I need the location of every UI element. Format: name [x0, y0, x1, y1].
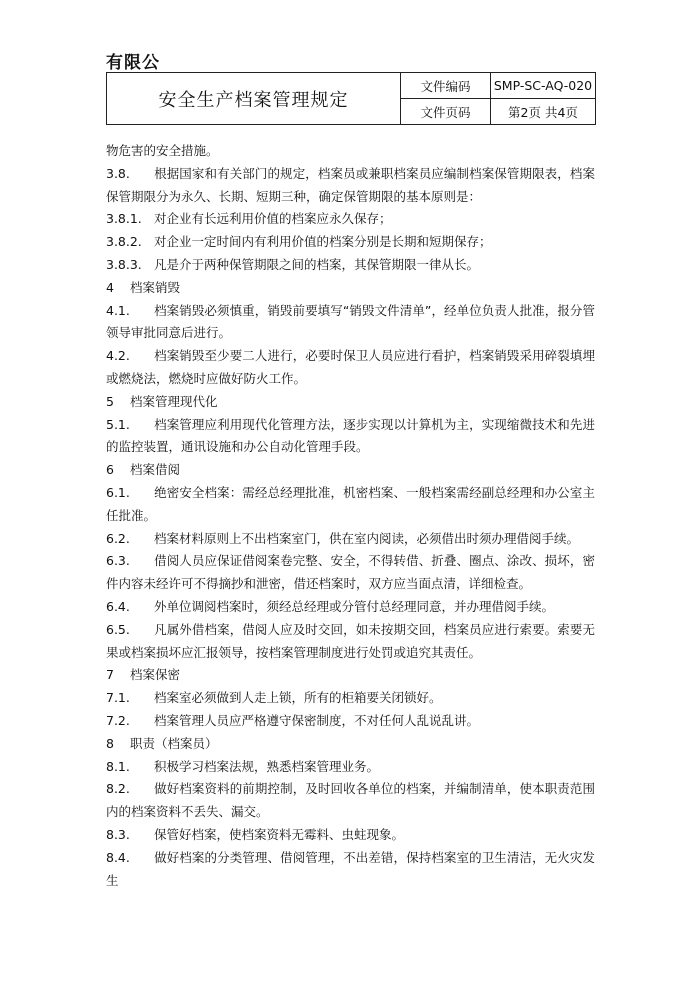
- section-number: 7: [106, 667, 114, 683]
- paragraph-number: 6.1.: [106, 484, 130, 500]
- paragraph: [106, 231, 595, 254]
- paragraph-number: 8.4.: [106, 849, 130, 865]
- section-heading: [106, 664, 595, 687]
- paragraph: [106, 619, 595, 665]
- document-body: [106, 140, 595, 892]
- paragraph-text: 对企业一定时间内有利用价值的档案分别是长期和短期保存；: [154, 234, 492, 250]
- section-title: 档案保密: [130, 667, 181, 683]
- paragraph-number: 3.8.2.: [106, 234, 142, 250]
- section-heading: [106, 733, 595, 756]
- paragraph-text: 档案管理应利用现代化管理方法，逐步实现以计算机为主，实现缩微技术和先进的监控装置，通讯设施和办公自动化管理手段。: [106, 416, 595, 455]
- paragraph-text: 绝密安全档案：需经总经理批准，机密档案、一般档案需经副总经理和办公室主任批准。: [106, 484, 595, 523]
- paragraph-text: 档案销毁必须慎重，销毁前要填写“销毁文件清单”，经单位负责人批准，报分管领导审批同意后进行。: [106, 302, 595, 341]
- paragraph-text: 档案室必须做到人走上锁，所有的柜箱要关闭锁好。: [154, 690, 442, 706]
- section-heading: [106, 391, 595, 414]
- paragraph-text: 对企业有长远利用价值的档案应永久保存；: [154, 211, 392, 227]
- section-heading: [106, 277, 595, 300]
- paragraph-text: 做好档案资料的前期控制，及时回收各单位的档案，并编制清单，使本职责范围内的档案资料不丢失、漏交。: [106, 781, 595, 820]
- paragraph-number: 8.1.: [106, 758, 130, 774]
- paragraph: [106, 847, 595, 893]
- section-title: 档案销毁: [130, 279, 181, 295]
- paragraph: [106, 756, 595, 779]
- paragraph-number: 3.8.1.: [106, 211, 142, 227]
- paragraph: [106, 345, 595, 391]
- paragraph: [106, 254, 595, 277]
- section-number: 5: [106, 393, 114, 409]
- file-page-label: 文件页码: [401, 99, 491, 125]
- section-number: 8: [106, 735, 114, 751]
- section-number: 4: [106, 279, 114, 295]
- document-header-table: [106, 72, 596, 125]
- paragraph-text: 凡是介于两种保管期限之间的档案，其保管期限一律从长。: [154, 256, 480, 272]
- paragraph-text: 做好档案的分类管理、借阅管理，不出差错，保持档案室的卫生清洁，无火灾发生: [106, 849, 595, 888]
- file-code-value: SMP-SC-AQ-020: [491, 73, 596, 99]
- paragraph-number: 7.1.: [106, 690, 130, 706]
- section-title: 职责（档案员）: [130, 735, 218, 751]
- paragraph-text: 档案销毁至少要二人进行，必要时保卫人员应进行看护，档案销毁采用碎裂填埋或燃烧法，燃烧时应做好防火工作。: [106, 348, 595, 386]
- paragraph: [106, 208, 595, 231]
- paragraph: [106, 550, 595, 596]
- file-code-label: 文件编码: [401, 73, 491, 99]
- paragraph-number: 3.8.: [106, 165, 130, 181]
- section-number: 6: [106, 462, 114, 478]
- paragraph: [106, 140, 595, 163]
- paragraph-text: 物危害的安全措施。: [106, 143, 219, 158]
- paragraph-text: 凡属外借档案，借阅人应及时交回，如未按期交回，档案员应进行索要。索要无果或档案损坏应汇报领导，按档案管理制度进行处罚或追究其责任。: [106, 621, 595, 660]
- paragraph-text: 档案材料原则上不出档案室门，供在室内阅读，必须借出时须办理借阅手续。: [154, 530, 580, 546]
- paragraph: [106, 824, 595, 847]
- paragraph-number: 6.3.: [106, 553, 130, 569]
- paragraph: [106, 528, 595, 551]
- section-title: 档案借阅: [130, 462, 181, 478]
- paragraph: [106, 687, 595, 710]
- paragraph-number: 7.2.: [106, 712, 130, 728]
- paragraph: [106, 778, 595, 824]
- paragraph-text: 借阅人员应保证借阅案卷完整、安全，不得转借、折叠、圈点、涂改、损坏，密件内容未经许可不得摘抄和泄密，借还档案时，双方应当面点清，详细检查。: [106, 553, 595, 592]
- paragraph-text: 外单位调阅档案时，须经总经理或分管付总经理同意，并办理借阅手续。: [154, 598, 555, 614]
- paragraph-text: 根据国家和有关部门的规定，档案员或兼职档案员应编制档案保管期限表，档案保管期限分为永久、长期、短期三种，确定保管期限的基本原则是：: [106, 165, 595, 204]
- paragraph-number: 4.2.: [106, 348, 130, 364]
- paragraph: [106, 710, 595, 733]
- paragraph: [106, 482, 595, 528]
- paragraph-text: 积极学习档案法规，熟悉档案管理业务。: [154, 758, 380, 774]
- paragraph-number: 6.5.: [106, 621, 130, 637]
- paragraph-number: 5.1.: [106, 416, 130, 432]
- paragraph: [106, 300, 595, 346]
- paragraph: [106, 163, 595, 209]
- paragraph-number: 3.8.3.: [106, 256, 142, 272]
- company-name: 有限公: [106, 53, 160, 73]
- paragraph-number: 8.3.: [106, 826, 130, 842]
- paragraph-text: 档案管理人员应严格遵守保密制度，不对任何人乱说乱讲。: [154, 712, 480, 728]
- paragraph-text: 保管好档案，使档案资料无霉料、虫蛀现象。: [154, 826, 405, 842]
- paragraph-number: 8.2.: [106, 781, 130, 797]
- file-page-value: 第2页 共4页: [491, 99, 596, 125]
- paragraph-number: 4.1.: [106, 302, 130, 318]
- paragraph: [106, 414, 595, 460]
- section-title: 档案管理现代化: [130, 393, 218, 409]
- section-heading: [106, 459, 595, 482]
- paragraph-number: 6.4.: [106, 598, 130, 614]
- document-title: 安全生产档案管理规定: [107, 73, 401, 125]
- paragraph: [106, 596, 595, 619]
- paragraph-number: 6.2.: [106, 530, 130, 546]
